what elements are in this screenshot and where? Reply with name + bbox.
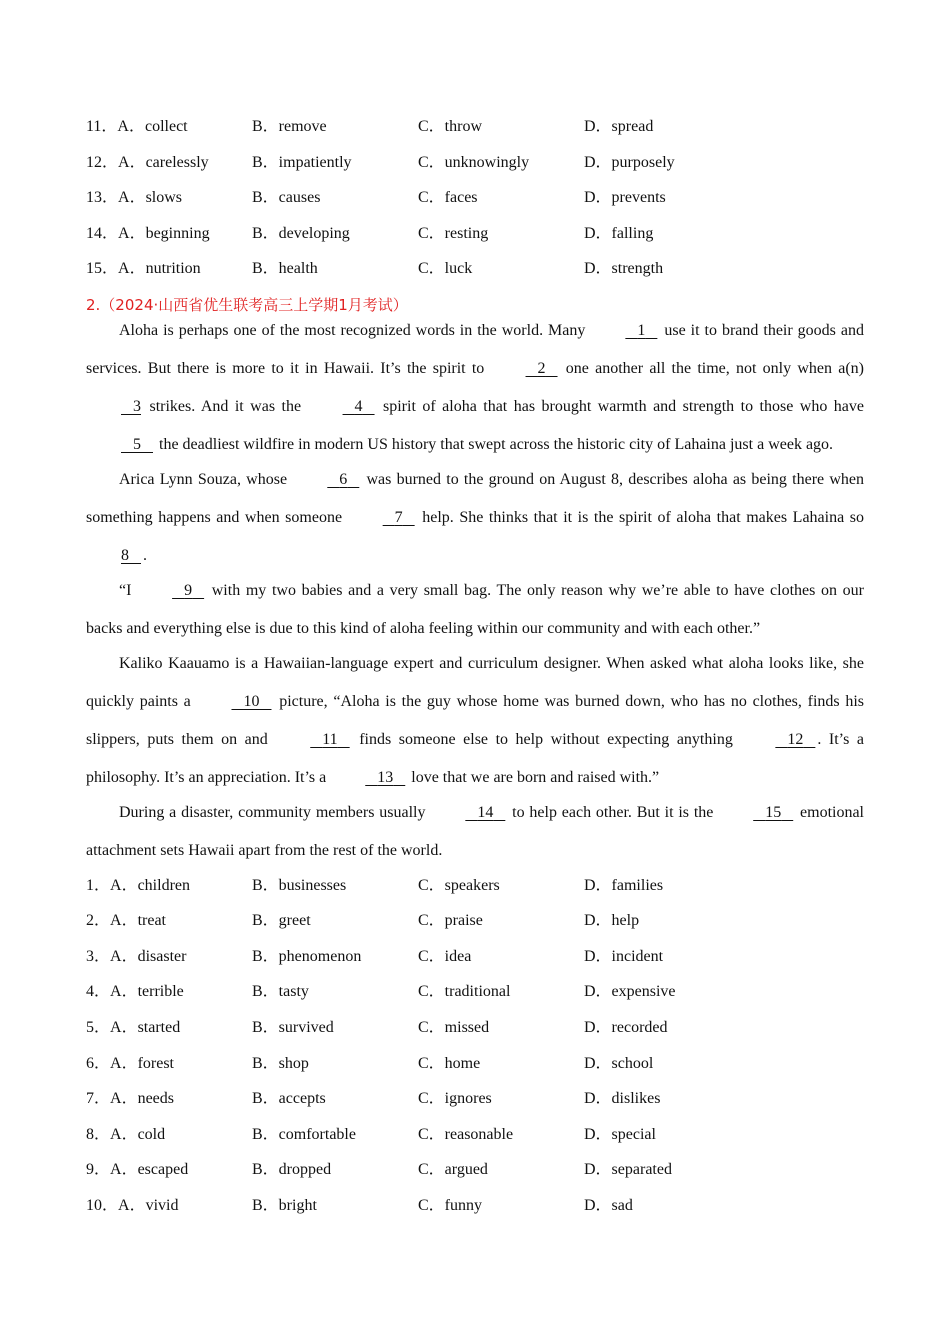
blank-8: 8 bbox=[121, 547, 129, 564]
passage-text: finds someone else to help without expecting anything bbox=[351, 731, 741, 748]
question-row bbox=[86, 1123, 864, 1147]
option-c: C．unknowingly bbox=[418, 154, 530, 171]
option-d: D．strength bbox=[584, 260, 664, 277]
option-d: D．special bbox=[584, 1126, 656, 1143]
question-row bbox=[86, 1052, 864, 1076]
question-number-and-option-a: 13．A．slows bbox=[86, 189, 183, 206]
option-c: C．reasonable bbox=[418, 1126, 514, 1143]
option-b: B．tasty bbox=[252, 983, 309, 1000]
question-number-and-option-a: 11．A．collect bbox=[86, 118, 188, 135]
question-row bbox=[86, 151, 864, 175]
option-b: B．bright bbox=[252, 1197, 317, 1214]
option-d: D．purposely bbox=[584, 154, 675, 171]
question-number-and-option-a: 10．A．vivid bbox=[86, 1197, 179, 1214]
option-d: D．help bbox=[584, 912, 640, 929]
blank-10: 10 bbox=[243, 693, 260, 710]
option-b: B．greet bbox=[252, 912, 311, 929]
option-d: D．falling bbox=[584, 225, 654, 242]
option-d: D．prevents bbox=[584, 189, 666, 206]
passage-text: the deadliest wildfire in modern US history that swept across the historic city of Lahaina just a week ago. bbox=[155, 436, 834, 453]
paragraph bbox=[86, 794, 864, 870]
blank-12: 12 bbox=[787, 731, 804, 748]
blank-5: 5 bbox=[133, 436, 141, 453]
passage-text: During a disaster, community members usually bbox=[119, 804, 431, 821]
option-b: B．phenomenon bbox=[252, 948, 362, 965]
passage-text: strikes. And it was the bbox=[143, 398, 308, 415]
option-d: D．sad bbox=[584, 1197, 633, 1214]
passage-text: was burned to the ground on August 8, describes aloha as being there when something happens and when someone bbox=[86, 471, 864, 526]
option-b: B．causes bbox=[252, 189, 321, 206]
blank-6: 6 bbox=[339, 471, 348, 488]
passage-text: Aloha is perhaps one of the most recognized words in the world. Many bbox=[119, 322, 591, 339]
passage-text: love that we are born and raised with.” bbox=[407, 769, 660, 786]
question-row bbox=[86, 1016, 864, 1040]
option-b: B．shop bbox=[252, 1055, 309, 1072]
question-number-and-option-a: 14．A．beginning bbox=[86, 225, 210, 242]
passage-text: emotional attachment sets Hawaii apart from the rest of the world. bbox=[86, 804, 865, 859]
blank-15: 15 bbox=[765, 804, 782, 821]
question-row bbox=[86, 115, 864, 139]
option-d: D．families bbox=[584, 877, 664, 894]
passage-text: Arica Lynn Souza, whose bbox=[119, 471, 293, 488]
passage-text: Kaliko Kaauamo is a Hawaiian-language expert and curriculum designer. When asked what aloha looks like, she quickly paints a bbox=[86, 655, 864, 710]
blank-7: 7 bbox=[394, 509, 403, 526]
passage-text: help. She thinks that it is the spirit of aloha that makes Lahaina so bbox=[416, 509, 865, 526]
passage-text: picture, “Aloha is the guy whose home was burned down, who has no clothes, finds his slippers, puts them on and bbox=[86, 693, 865, 748]
question-number-and-option-a: 4．A．terrible bbox=[86, 983, 184, 1000]
question-number-and-option-a: 12．A．carelessly bbox=[86, 154, 209, 171]
option-c: C．ignores bbox=[418, 1090, 492, 1107]
question-row bbox=[86, 874, 864, 898]
option-b: B．dropped bbox=[252, 1161, 332, 1178]
option-c: C．funny bbox=[418, 1197, 483, 1214]
question-row bbox=[86, 1194, 864, 1218]
question-number-and-option-a: 6．A．forest bbox=[86, 1055, 175, 1072]
option-c: C．faces bbox=[418, 189, 478, 206]
option-b: B．developing bbox=[252, 225, 350, 242]
option-d: D．separated bbox=[584, 1161, 672, 1178]
blank-3: 3 bbox=[133, 398, 141, 415]
paragraph bbox=[86, 572, 864, 648]
option-b: B．businesses bbox=[252, 877, 347, 894]
option-d: D．spread bbox=[584, 118, 654, 135]
option-d: D．dislikes bbox=[584, 1090, 661, 1107]
option-b: B．remove bbox=[252, 118, 327, 135]
question-number-and-option-a: 15．A．nutrition bbox=[86, 260, 201, 277]
question-number-and-option-a: 2．A．treat bbox=[86, 912, 166, 929]
question-number-and-option-a: 8．A．cold bbox=[86, 1126, 166, 1143]
option-d: D．expensive bbox=[584, 983, 676, 1000]
question-row bbox=[86, 1158, 864, 1182]
option-c: C．luck bbox=[418, 260, 473, 277]
option-d: D．school bbox=[584, 1055, 654, 1072]
option-b: B．survived bbox=[252, 1019, 334, 1036]
option-b: B．comfortable bbox=[252, 1126, 356, 1143]
question-number-and-option-a: 3．A．disaster bbox=[86, 948, 187, 965]
option-c: C．praise bbox=[418, 912, 483, 929]
question-row bbox=[86, 945, 864, 969]
passage-text: to help each other. But it is the bbox=[507, 804, 719, 821]
paragraph bbox=[86, 312, 864, 464]
option-d: D．incident bbox=[584, 948, 664, 965]
option-c: C．resting bbox=[418, 225, 489, 242]
question-number-and-option-a: 5．A．started bbox=[86, 1019, 181, 1036]
option-c: C．missed bbox=[418, 1019, 490, 1036]
passage-text: . It’s a philosophy. It’s an appreciation. It’s a bbox=[86, 731, 864, 786]
blank-13: 13 bbox=[377, 769, 394, 786]
question-row bbox=[86, 222, 864, 246]
section-heading: 2.（2024·山西省优生联考高三上学期1月考试） bbox=[86, 296, 408, 314]
option-c: C．throw bbox=[418, 118, 483, 135]
passage-text: one another all the time, not only when a(n) bbox=[559, 360, 864, 377]
question-row bbox=[86, 980, 864, 1004]
blank-2: 2 bbox=[537, 360, 546, 377]
question-row bbox=[86, 909, 864, 933]
cloze-passage bbox=[86, 312, 864, 870]
blank-9: 9 bbox=[184, 582, 193, 599]
blank-14: 14 bbox=[477, 804, 494, 821]
question-row bbox=[86, 1087, 864, 1111]
blank-11: 11 bbox=[322, 731, 338, 748]
option-c: C．speakers bbox=[418, 877, 500, 894]
question-number-and-option-a: 7．A．needs bbox=[86, 1090, 175, 1107]
paragraph bbox=[86, 461, 864, 575]
option-b: B．health bbox=[252, 260, 318, 277]
question-row bbox=[86, 257, 864, 281]
question-number-and-option-a: 1．A．children bbox=[86, 877, 190, 894]
option-b: B．accepts bbox=[252, 1090, 326, 1107]
option-d: D．recorded bbox=[584, 1019, 668, 1036]
blank-4: 4 bbox=[354, 398, 363, 415]
option-c: C．idea bbox=[418, 948, 472, 965]
option-b: B．impatiently bbox=[252, 154, 352, 171]
passage-text: spirit of aloha that has brought warmth and strength to those who have bbox=[376, 398, 865, 415]
paragraph bbox=[86, 645, 864, 797]
option-c: C．argued bbox=[418, 1161, 488, 1178]
option-c: C．traditional bbox=[418, 983, 511, 1000]
passage-text: . bbox=[143, 547, 147, 564]
passage-text: use it to brand their goods and services. But there is more to it in Hawaii. It’s the spirit to bbox=[86, 322, 864, 377]
passage-text: “I bbox=[119, 582, 138, 599]
question-number-and-option-a: 9．A．escaped bbox=[86, 1161, 189, 1178]
passage-text: with my two babies and a very small bag. The only reason why we’re able to have clothes on our backs and everything else is due to this kind of aloha feeling within our community and with each other.” bbox=[86, 582, 864, 637]
option-c: C．home bbox=[418, 1055, 481, 1072]
question-row bbox=[86, 186, 864, 210]
blank-1: 1 bbox=[637, 322, 646, 339]
